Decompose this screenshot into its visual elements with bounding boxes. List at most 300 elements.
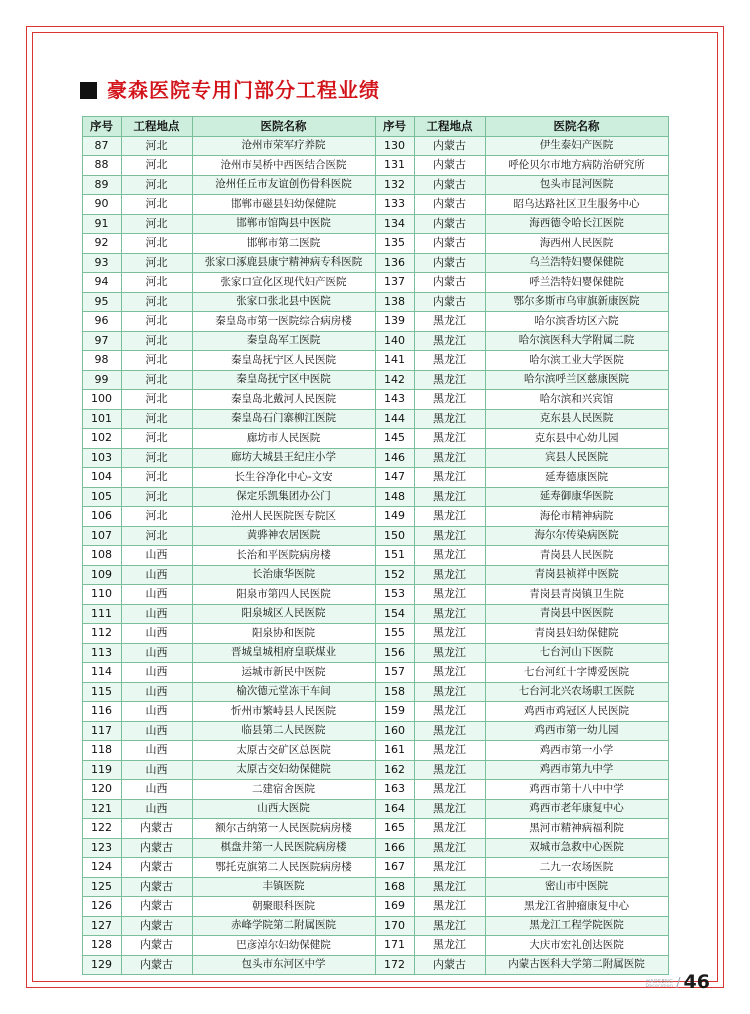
cell-right-name: 青岗县妇幼保健院 xyxy=(485,624,668,644)
cell-left-name: 赤峰学院第二附属医院 xyxy=(192,916,375,936)
cell-left-name: 长治康华医院 xyxy=(192,565,375,585)
cell-left-no: 111 xyxy=(82,604,121,624)
cell-right-loc: 内蒙古 xyxy=(414,175,485,195)
table-row xyxy=(82,585,668,605)
cell-right-name: 哈尔滨香坊区六院 xyxy=(485,312,668,332)
header-right-name: 医院名称 xyxy=(485,117,668,137)
cell-left-loc: 河北 xyxy=(121,253,192,273)
title-bullet-icon xyxy=(80,82,97,99)
cell-right-no: 139 xyxy=(375,312,414,332)
cell-right-no: 148 xyxy=(375,487,414,507)
table-row xyxy=(82,624,668,644)
table-row xyxy=(82,390,668,410)
cell-left-loc: 河北 xyxy=(121,507,192,527)
table-row xyxy=(82,916,668,936)
cell-right-loc: 黑龙江 xyxy=(414,819,485,839)
cell-left-loc: 内蒙古 xyxy=(121,877,192,897)
cell-right-loc: 内蒙古 xyxy=(414,156,485,176)
table-row xyxy=(82,955,668,975)
cell-right-name: 黑龙江省肿瘤康复中心 xyxy=(485,897,668,917)
cell-left-loc: 河北 xyxy=(121,331,192,351)
cell-left-name: 阳泉城区人民医院 xyxy=(192,604,375,624)
cell-left-loc: 河北 xyxy=(121,526,192,546)
header-right-no: 序号 xyxy=(375,117,414,137)
cell-left-no: 91 xyxy=(82,214,121,234)
cell-right-name: 鸡西市老年康复中心 xyxy=(485,799,668,819)
cell-right-name: 哈尔滨工业大学医院 xyxy=(485,351,668,371)
cell-left-no: 108 xyxy=(82,546,121,566)
cell-left-name: 保定乐凯集团办公门 xyxy=(192,487,375,507)
table-row xyxy=(82,819,668,839)
header-left-name: 医院名称 xyxy=(192,117,375,137)
cell-left-loc: 内蒙古 xyxy=(121,955,192,975)
table-row xyxy=(82,214,668,234)
cell-left-name: 山西大医院 xyxy=(192,799,375,819)
cell-left-name: 晋城皇城相府皇联煤业 xyxy=(192,643,375,663)
cell-left-name: 邯郸市馆陶县中医院 xyxy=(192,214,375,234)
cell-left-name: 沧州市吴桥中西医结合医院 xyxy=(192,156,375,176)
cell-right-no: 171 xyxy=(375,936,414,956)
cell-right-no: 132 xyxy=(375,175,414,195)
table-row xyxy=(82,156,668,176)
cell-left-no: 93 xyxy=(82,253,121,273)
cell-right-loc: 黑龙江 xyxy=(414,643,485,663)
cell-left-name: 额尔古纳第一人民医院病房楼 xyxy=(192,819,375,839)
cell-right-no: 131 xyxy=(375,156,414,176)
cell-left-loc: 山西 xyxy=(121,624,192,644)
cell-left-name: 临县第二人民医院 xyxy=(192,721,375,741)
cell-left-name: 廊坊市人民医院 xyxy=(192,429,375,449)
cell-right-no: 140 xyxy=(375,331,414,351)
cell-left-name: 包头市东河区中学 xyxy=(192,955,375,975)
table-row xyxy=(82,429,668,449)
cell-right-no: 170 xyxy=(375,916,414,936)
cell-left-loc: 山西 xyxy=(121,682,192,702)
cell-right-no: 160 xyxy=(375,721,414,741)
cell-right-name: 二九一农场医院 xyxy=(485,858,668,878)
cell-left-name: 棋盘井第一人民医院病房楼 xyxy=(192,838,375,858)
cell-left-no: 114 xyxy=(82,663,121,683)
cell-right-name: 海西州人民医院 xyxy=(485,234,668,254)
cell-right-no: 163 xyxy=(375,780,414,800)
cell-left-no: 106 xyxy=(82,507,121,527)
cell-right-loc: 黑龙江 xyxy=(414,741,485,761)
cell-left-name: 阳泉协和医院 xyxy=(192,624,375,644)
cell-right-no: 157 xyxy=(375,663,414,683)
cell-right-loc: 黑龙江 xyxy=(414,370,485,390)
cell-left-loc: 河北 xyxy=(121,156,192,176)
cell-left-loc: 山西 xyxy=(121,702,192,722)
cell-right-name: 青岗县祯祥中医院 xyxy=(485,565,668,585)
cell-right-name: 海尔尔传染病医院 xyxy=(485,526,668,546)
cell-left-no: 116 xyxy=(82,702,121,722)
cell-right-loc: 黑龙江 xyxy=(414,897,485,917)
cell-right-no: 135 xyxy=(375,234,414,254)
cell-right-name: 七台河山下医院 xyxy=(485,643,668,663)
cell-left-loc: 河北 xyxy=(121,175,192,195)
cell-right-name: 哈尔滨和兴宾馆 xyxy=(485,390,668,410)
cell-left-loc: 山西 xyxy=(121,643,192,663)
table-row xyxy=(82,546,668,566)
cell-left-name: 秦皇岛抚宁区人民医院 xyxy=(192,351,375,371)
table-body xyxy=(82,136,668,975)
cell-left-name: 榆次德元堂冻干车间 xyxy=(192,682,375,702)
cell-left-no: 125 xyxy=(82,877,121,897)
table-row xyxy=(82,565,668,585)
cell-right-loc: 黑龙江 xyxy=(414,409,485,429)
cell-right-name: 七台河红十字博爱医院 xyxy=(485,663,668,683)
table-row xyxy=(82,721,668,741)
cell-right-loc: 黑龙江 xyxy=(414,702,485,722)
cell-left-loc: 河北 xyxy=(121,195,192,215)
cell-left-no: 103 xyxy=(82,448,121,468)
table-row xyxy=(82,858,668,878)
cell-left-name: 阳泉市第四人民医院 xyxy=(192,585,375,605)
cell-left-no: 107 xyxy=(82,526,121,546)
cell-left-no: 117 xyxy=(82,721,121,741)
table-row xyxy=(82,741,668,761)
cell-right-loc: 内蒙古 xyxy=(414,955,485,975)
cell-right-name: 鄂尔多斯市乌审旗新康医院 xyxy=(485,292,668,312)
table-row xyxy=(82,292,668,312)
cell-right-no: 153 xyxy=(375,585,414,605)
cell-right-name: 鸡西市第十八中中学 xyxy=(485,780,668,800)
page-number-slash: / xyxy=(676,976,681,992)
cell-left-loc: 河北 xyxy=(121,409,192,429)
cell-right-name: 内蒙古医科大学第二附属医院 xyxy=(485,955,668,975)
cell-right-loc: 黑龙江 xyxy=(414,351,485,371)
cell-left-name: 太原古交矿区总医院 xyxy=(192,741,375,761)
cell-left-no: 96 xyxy=(82,312,121,332)
cell-right-loc: 内蒙古 xyxy=(414,253,485,273)
cell-left-loc: 山西 xyxy=(121,721,192,741)
header-left-loc: 工程地点 xyxy=(121,117,192,137)
cell-left-no: 102 xyxy=(82,429,121,449)
cell-left-name: 秦皇岛市第一医院综合病房楼 xyxy=(192,312,375,332)
cell-right-no: 172 xyxy=(375,955,414,975)
cell-right-no: 159 xyxy=(375,702,414,722)
cell-left-name: 太原古交妇幼保健院 xyxy=(192,760,375,780)
table-header xyxy=(82,117,668,137)
table-row xyxy=(82,370,668,390)
cell-right-loc: 黑龙江 xyxy=(414,526,485,546)
page-number-value: 46 xyxy=(683,970,710,993)
table-row xyxy=(82,409,668,429)
cell-right-name: 鸡西市鸡冠区人民医院 xyxy=(485,702,668,722)
cell-right-name: 青岗县青岗镇卫生院 xyxy=(485,585,668,605)
cell-right-loc: 黑龙江 xyxy=(414,682,485,702)
cell-right-name: 双城市急救中心医院 xyxy=(485,838,668,858)
cell-right-loc: 黑龙江 xyxy=(414,487,485,507)
cell-left-no: 120 xyxy=(82,780,121,800)
cell-left-no: 95 xyxy=(82,292,121,312)
cell-left-name: 运城市新民中医院 xyxy=(192,663,375,683)
cell-right-no: 133 xyxy=(375,195,414,215)
cell-left-no: 123 xyxy=(82,838,121,858)
cell-left-loc: 河北 xyxy=(121,487,192,507)
performance-table xyxy=(82,116,669,975)
cell-left-loc: 山西 xyxy=(121,565,192,585)
cell-right-name: 大庆市宏礼创达医院 xyxy=(485,936,668,956)
cell-left-no: 119 xyxy=(82,760,121,780)
cell-right-loc: 黑龙江 xyxy=(414,448,485,468)
cell-left-name: 沧州人民医院医专院区 xyxy=(192,507,375,527)
table-row xyxy=(82,760,668,780)
cell-left-name: 长生谷净化中心-文安 xyxy=(192,468,375,488)
cell-right-loc: 黑龙江 xyxy=(414,877,485,897)
cell-right-loc: 黑龙江 xyxy=(414,721,485,741)
cell-right-loc: 黑龙江 xyxy=(414,390,485,410)
cell-right-loc: 黑龙江 xyxy=(414,799,485,819)
cell-right-no: 146 xyxy=(375,448,414,468)
cell-left-no: 89 xyxy=(82,175,121,195)
page-number xyxy=(645,970,710,993)
cell-right-no: 138 xyxy=(375,292,414,312)
cell-left-loc: 山西 xyxy=(121,741,192,761)
cell-right-no: 166 xyxy=(375,838,414,858)
cell-right-no: 165 xyxy=(375,819,414,839)
cell-left-no: 113 xyxy=(82,643,121,663)
table-row xyxy=(82,312,668,332)
cell-left-no: 105 xyxy=(82,487,121,507)
cell-left-loc: 山西 xyxy=(121,585,192,605)
footer-brand-line1: HAOSENG xyxy=(646,979,674,986)
cell-left-loc: 河北 xyxy=(121,136,192,156)
cell-right-no: 136 xyxy=(375,253,414,273)
cell-right-name: 呼伦贝尔市地方病防治研究所 xyxy=(485,156,668,176)
cell-left-name: 长治和平医院病房楼 xyxy=(192,546,375,566)
cell-right-name: 青岗县中医医院 xyxy=(485,604,668,624)
cell-right-loc: 黑龙江 xyxy=(414,312,485,332)
table-row xyxy=(82,487,668,507)
page-content xyxy=(60,60,690,971)
cell-left-no: 97 xyxy=(82,331,121,351)
cell-left-loc: 山西 xyxy=(121,780,192,800)
cell-right-loc: 黑龙江 xyxy=(414,838,485,858)
cell-right-name: 密山市中医院 xyxy=(485,877,668,897)
cell-right-no: 152 xyxy=(375,565,414,585)
cell-right-name: 延寿御康华医院 xyxy=(485,487,668,507)
cell-right-name: 海伦市精神病院 xyxy=(485,507,668,527)
cell-left-no: 127 xyxy=(82,916,121,936)
cell-left-name: 巴彦淖尔妇幼保健院 xyxy=(192,936,375,956)
cell-right-loc: 内蒙古 xyxy=(414,136,485,156)
cell-left-name: 秦皇岛石门寨柳江医院 xyxy=(192,409,375,429)
page-title xyxy=(80,80,690,100)
cell-right-name: 延寿德康医院 xyxy=(485,468,668,488)
cell-right-no: 151 xyxy=(375,546,414,566)
cell-left-name: 秦皇岛北戴河人民医院 xyxy=(192,390,375,410)
table-row xyxy=(82,604,668,624)
cell-right-loc: 黑龙江 xyxy=(414,858,485,878)
cell-right-name: 昭乌达路社区卫生服务中心 xyxy=(485,195,668,215)
table-row xyxy=(82,448,668,468)
cell-right-name: 哈尔滨医科大学附属二院 xyxy=(485,331,668,351)
footer-brand xyxy=(645,980,673,990)
cell-left-no: 126 xyxy=(82,897,121,917)
cell-left-no: 121 xyxy=(82,799,121,819)
cell-left-name: 沧州市荣军疗养院 xyxy=(192,136,375,156)
cell-left-loc: 河北 xyxy=(121,448,192,468)
cell-left-name: 张家口宣化区现代妇产医院 xyxy=(192,273,375,293)
cell-right-name: 宾县人民医院 xyxy=(485,448,668,468)
cell-right-no: 156 xyxy=(375,643,414,663)
cell-left-loc: 河北 xyxy=(121,312,192,332)
cell-left-name: 秦皇岛抚宁区中医院 xyxy=(192,370,375,390)
cell-right-no: 134 xyxy=(375,214,414,234)
cell-left-no: 109 xyxy=(82,565,121,585)
table-row xyxy=(82,195,668,215)
cell-right-no: 130 xyxy=(375,136,414,156)
cell-left-no: 98 xyxy=(82,351,121,371)
cell-right-name: 鸡西市第一小学 xyxy=(485,741,668,761)
cell-left-name: 秦皇岛军工医院 xyxy=(192,331,375,351)
cell-left-no: 115 xyxy=(82,682,121,702)
cell-left-loc: 山西 xyxy=(121,604,192,624)
cell-right-loc: 黑龙江 xyxy=(414,429,485,449)
cell-left-loc: 河北 xyxy=(121,390,192,410)
table-row xyxy=(82,507,668,527)
cell-right-no: 150 xyxy=(375,526,414,546)
cell-left-no: 99 xyxy=(82,370,121,390)
cell-right-loc: 黑龙江 xyxy=(414,585,485,605)
cell-left-no: 124 xyxy=(82,858,121,878)
cell-right-name: 伊生泰妇产医院 xyxy=(485,136,668,156)
cell-right-name: 克东县中心幼儿园 xyxy=(485,429,668,449)
cell-left-loc: 内蒙古 xyxy=(121,897,192,917)
cell-left-no: 92 xyxy=(82,234,121,254)
cell-left-no: 129 xyxy=(82,955,121,975)
cell-right-no: 167 xyxy=(375,858,414,878)
cell-right-no: 154 xyxy=(375,604,414,624)
table-header-row xyxy=(82,117,668,137)
table-row xyxy=(82,351,668,371)
cell-left-loc: 河北 xyxy=(121,234,192,254)
cell-left-loc: 山西 xyxy=(121,760,192,780)
cell-left-name: 沧州任丘市友谊创伤骨科医院 xyxy=(192,175,375,195)
cell-left-no: 88 xyxy=(82,156,121,176)
cell-left-no: 118 xyxy=(82,741,121,761)
cell-left-loc: 内蒙古 xyxy=(121,819,192,839)
cell-right-no: 168 xyxy=(375,877,414,897)
cell-right-no: 141 xyxy=(375,351,414,371)
cell-left-loc: 山西 xyxy=(121,663,192,683)
cell-right-no: 164 xyxy=(375,799,414,819)
cell-left-no: 110 xyxy=(82,585,121,605)
table-row xyxy=(82,526,668,546)
cell-right-no: 162 xyxy=(375,760,414,780)
cell-left-loc: 河北 xyxy=(121,214,192,234)
table-row xyxy=(82,273,668,293)
cell-right-name: 包头市昆河医院 xyxy=(485,175,668,195)
cell-left-loc: 河北 xyxy=(121,468,192,488)
cell-left-loc: 山西 xyxy=(121,799,192,819)
cell-right-no: 144 xyxy=(375,409,414,429)
cell-left-name: 忻州市繁峙县人民医院 xyxy=(192,702,375,722)
table-row xyxy=(82,682,668,702)
cell-right-no: 145 xyxy=(375,429,414,449)
cell-left-name: 邯郸市第二医院 xyxy=(192,234,375,254)
cell-right-name: 黑河市精神病福利院 xyxy=(485,819,668,839)
cell-right-loc: 内蒙古 xyxy=(414,195,485,215)
table-row xyxy=(82,838,668,858)
table-row xyxy=(82,780,668,800)
cell-left-no: 112 xyxy=(82,624,121,644)
cell-right-no: 155 xyxy=(375,624,414,644)
cell-right-loc: 黑龙江 xyxy=(414,604,485,624)
table-row xyxy=(82,877,668,897)
cell-right-loc: 内蒙古 xyxy=(414,234,485,254)
table-row xyxy=(82,331,668,351)
cell-right-name: 克东县人民医院 xyxy=(485,409,668,429)
cell-right-name: 海西德令哈长江医院 xyxy=(485,214,668,234)
cell-left-loc: 内蒙古 xyxy=(121,838,192,858)
table-row xyxy=(82,253,668,273)
cell-right-loc: 黑龙江 xyxy=(414,565,485,585)
cell-right-no: 143 xyxy=(375,390,414,410)
cell-left-name: 张家口涿鹿县康宁精神病专科医院 xyxy=(192,253,375,273)
cell-left-name: 二建宿舍医院 xyxy=(192,780,375,800)
cell-right-name: 青岗县人民医院 xyxy=(485,546,668,566)
cell-right-loc: 黑龙江 xyxy=(414,546,485,566)
cell-right-name: 七台河北兴农场职工医院 xyxy=(485,682,668,702)
cell-left-name: 张家口张北县中医院 xyxy=(192,292,375,312)
cell-right-name: 鸡西市第九中学 xyxy=(485,760,668,780)
cell-left-name: 廊坊大城县王纪庄小学 xyxy=(192,448,375,468)
table-row xyxy=(82,643,668,663)
cell-left-no: 90 xyxy=(82,195,121,215)
table-row xyxy=(82,702,668,722)
cell-right-no: 149 xyxy=(375,507,414,527)
cell-right-no: 142 xyxy=(375,370,414,390)
cell-left-loc: 内蒙古 xyxy=(121,858,192,878)
cell-right-loc: 黑龙江 xyxy=(414,780,485,800)
cell-right-loc: 黑龙江 xyxy=(414,936,485,956)
cell-right-loc: 黑龙江 xyxy=(414,468,485,488)
cell-right-name: 呼兰浩特妇婴保健院 xyxy=(485,273,668,293)
footer-brand-line2: Decoration xyxy=(645,984,674,990)
cell-left-loc: 河北 xyxy=(121,429,192,449)
cell-left-loc: 河北 xyxy=(121,351,192,371)
cell-left-name: 丰镇医院 xyxy=(192,877,375,897)
cell-right-no: 147 xyxy=(375,468,414,488)
cell-right-loc: 黑龙江 xyxy=(414,624,485,644)
page-title-text: 豪森医院专用门部分工程业绩 xyxy=(107,78,380,102)
table-row xyxy=(82,897,668,917)
cell-left-no: 87 xyxy=(82,136,121,156)
cell-right-loc: 内蒙古 xyxy=(414,214,485,234)
cell-left-loc: 河北 xyxy=(121,370,192,390)
cell-left-loc: 山西 xyxy=(121,546,192,566)
cell-left-loc: 河北 xyxy=(121,273,192,293)
cell-left-name: 邯郸市磁县妇幼保健院 xyxy=(192,195,375,215)
header-right-loc: 工程地点 xyxy=(414,117,485,137)
cell-right-no: 169 xyxy=(375,897,414,917)
cell-right-name: 乌兰浩特妇婴保健院 xyxy=(485,253,668,273)
cell-left-loc: 内蒙古 xyxy=(121,916,192,936)
cell-left-no: 104 xyxy=(82,468,121,488)
cell-right-loc: 黑龙江 xyxy=(414,507,485,527)
cell-right-loc: 黑龙江 xyxy=(414,916,485,936)
table-row xyxy=(82,468,668,488)
cell-left-name: 鄂托克旗第二人民医院病房楼 xyxy=(192,858,375,878)
cell-left-no: 122 xyxy=(82,819,121,839)
table-row xyxy=(82,799,668,819)
cell-left-no: 101 xyxy=(82,409,121,429)
table-row xyxy=(82,136,668,156)
cell-left-loc: 河北 xyxy=(121,292,192,312)
cell-left-no: 128 xyxy=(82,936,121,956)
